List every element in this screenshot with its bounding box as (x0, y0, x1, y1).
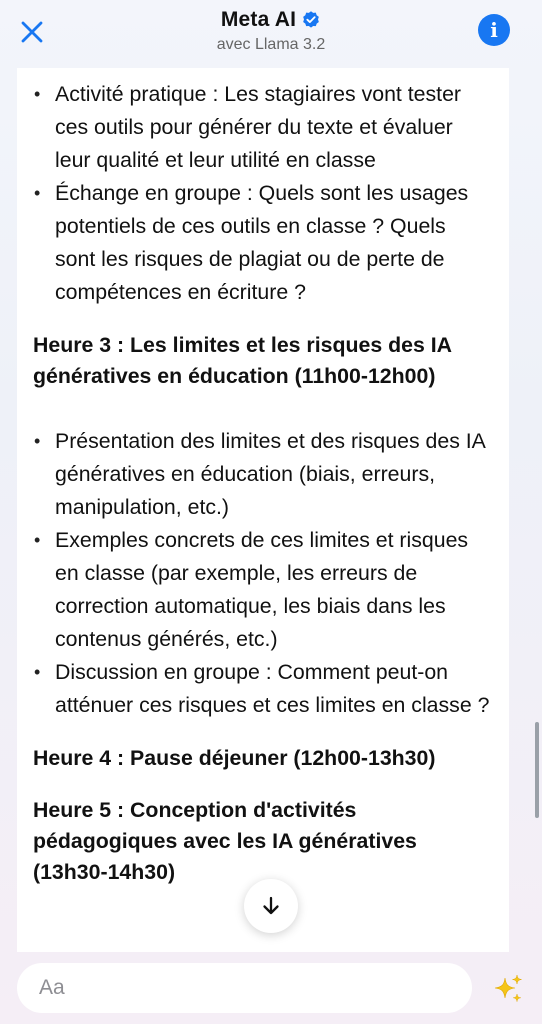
message-input[interactable] (39, 976, 472, 1000)
scroll-to-bottom-button[interactable] (244, 879, 298, 933)
list-item: • Discussion en groupe : Comment peut-on atténuer ces risques et ces limites en classe ? (33, 656, 493, 722)
list-item: • Exemples concrets de ces limites et risques en classe (par exemple, les erreurs de correction automatique, les biais dans les contenus générés, etc.) (33, 524, 493, 656)
bullet-list-activities (33, 78, 493, 309)
chat-header (0, 0, 542, 66)
chat-subtitle: avec Llama 3.2 (216, 36, 326, 53)
bullet-list-limits (33, 425, 493, 722)
section-heading-hour-5: Heure 5 : Conception d'activités pédagogiques avec les IA génératives (13h30-14h30) (33, 798, 417, 884)
info-icon: i (490, 18, 498, 42)
sparkles-icon[interactable] (490, 972, 526, 1008)
header-title-group (0, 8, 542, 54)
section-heading-hour-4: Heure 4 : Pause déjeuner (12h00-13h30) (33, 746, 436, 770)
scrollbar-thumb[interactable] (535, 722, 539, 818)
section-heading-hour-3: Heure 3 : Les limites et les risques des IA génératives en éducation (11h00-12h00) (33, 333, 452, 388)
list-item: • Activité pratique : Les stagiaires vont tester ces outils pour générer du texte et évaluer leur qualité et leur utilité en classe (33, 78, 493, 177)
arrow-down-icon (259, 894, 283, 918)
list-item: • Présentation des limites et des risques des IA génératives en éducation (biais, erreurs, manipulation, etc.) (33, 425, 493, 524)
message-composer (17, 963, 472, 1013)
info-button[interactable] (478, 14, 510, 46)
verified-badge-icon (301, 10, 321, 30)
chat-title: Meta AI (220, 8, 297, 31)
ai-message-bubble (17, 68, 509, 952)
list-item: • Échange en groupe : Quels sont les usages potentiels de ces outils en classe ? Quels sont les risques de plagiat ou de perte de compétences en écriture ? (33, 177, 493, 309)
